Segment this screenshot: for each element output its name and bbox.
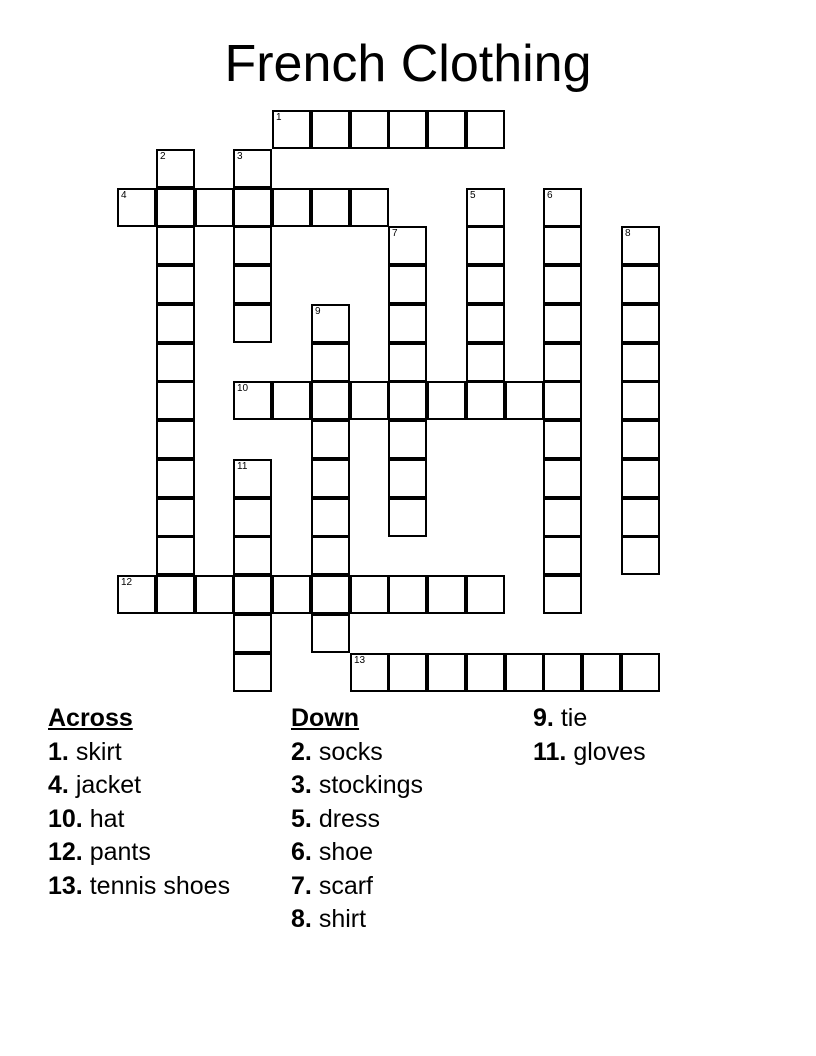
grid-cell[interactable] — [350, 381, 389, 420]
grid-cell[interactable] — [543, 459, 582, 498]
grid-cell[interactable] — [233, 226, 272, 265]
grid-cell[interactable] — [311, 381, 350, 420]
grid-cell[interactable] — [311, 459, 350, 498]
down-clue-list-continued — [533, 702, 646, 769]
clue-item-text: tennis shoes — [89, 871, 231, 900]
grid-cell[interactable] — [233, 536, 272, 575]
grid-cell[interactable] — [311, 614, 350, 653]
down-clue-list — [291, 736, 423, 937]
grid-cell[interactable] — [156, 575, 195, 614]
clue-number: 6 — [547, 190, 553, 201]
grid-cell[interactable] — [156, 420, 195, 459]
grid-cell[interactable] — [543, 498, 582, 537]
grid-cell[interactable] — [195, 188, 234, 227]
clue-item-number: 6. — [291, 838, 312, 866]
grid-cell[interactable] — [233, 459, 272, 498]
grid-cell[interactable] — [543, 653, 582, 692]
grid-cell[interactable] — [427, 653, 466, 692]
grid-cell[interactable] — [272, 110, 311, 149]
clue-item-text: scarf — [318, 871, 373, 900]
grid-cell[interactable] — [621, 343, 660, 382]
grid-cell[interactable] — [543, 381, 582, 420]
grid-cell[interactable] — [233, 381, 272, 420]
grid-cell[interactable] — [466, 110, 505, 149]
grid-cell[interactable] — [543, 575, 582, 614]
grid-cell[interactable] — [311, 536, 350, 575]
grid-cell[interactable] — [621, 265, 660, 304]
clue-item-text: jacket — [75, 771, 142, 799]
down-heading: Down — [291, 704, 360, 732]
grid-cell[interactable] — [621, 381, 660, 420]
grid-cell[interactable] — [621, 653, 660, 692]
clue-item — [48, 870, 230, 904]
clue-item-text: gloves — [573, 737, 646, 766]
grid-cell[interactable] — [156, 459, 195, 498]
grid-cell[interactable] — [272, 188, 311, 227]
clue-item-text: skirt — [75, 737, 122, 766]
grid-cell[interactable] — [311, 110, 350, 149]
clue-item-number: 5. — [291, 804, 312, 833]
grid-cell[interactable] — [117, 188, 156, 227]
grid-cell[interactable] — [466, 226, 505, 265]
clue-item-number: 9. — [533, 704, 554, 732]
grid-cell[interactable] — [621, 498, 660, 537]
clue-item — [48, 836, 230, 870]
grid-cell[interactable] — [388, 498, 427, 537]
grid-cell[interactable] — [156, 188, 195, 227]
grid-cell[interactable] — [156, 536, 195, 575]
grid-cell[interactable] — [233, 614, 272, 653]
grid-cell[interactable] — [350, 653, 389, 692]
grid-cell[interactable] — [388, 265, 427, 304]
grid-cell[interactable] — [466, 653, 505, 692]
clue-item — [48, 736, 230, 770]
clue-item — [291, 903, 423, 937]
down-clues-continued-column — [533, 702, 646, 769]
grid-cell[interactable] — [505, 381, 544, 420]
clue-item-text: shoe — [318, 838, 374, 866]
clue-item-text: dress — [318, 804, 380, 833]
clue-item-text: tie — [560, 704, 588, 732]
clue-item — [48, 803, 230, 837]
clue-item-number: 8. — [291, 905, 312, 933]
grid-cell[interactable] — [427, 381, 466, 420]
grid-cell[interactable] — [582, 653, 621, 692]
grid-cell[interactable] — [388, 343, 427, 382]
grid-cell[interactable] — [233, 304, 272, 343]
grid-cell[interactable] — [350, 575, 389, 614]
clue-number: 9 — [315, 306, 321, 317]
grid-cell[interactable] — [466, 304, 505, 343]
clue-item — [291, 870, 423, 904]
across-clues-column — [48, 702, 230, 903]
grid-cell[interactable] — [621, 304, 660, 343]
grid-cell[interactable] — [233, 265, 272, 304]
clue-item-number: 12. — [48, 838, 83, 866]
clue-item-number: 7. — [291, 871, 312, 900]
clue-number: 2 — [160, 151, 166, 162]
clue-item-number: 4. — [48, 771, 69, 799]
clue-number: 10 — [237, 383, 249, 394]
grid-cell[interactable] — [350, 110, 389, 149]
clue-item-number: 10. — [48, 804, 83, 833]
grid-cell[interactable] — [233, 498, 272, 537]
grid-cell[interactable] — [156, 498, 195, 537]
grid-cell[interactable] — [466, 381, 505, 420]
grid-cell[interactable] — [311, 304, 350, 343]
clue-number: 5 — [470, 190, 476, 201]
grid-cell[interactable] — [195, 575, 234, 614]
grid-cell[interactable] — [311, 575, 350, 614]
clue-item — [291, 769, 423, 803]
clue-number: 1 — [276, 112, 282, 123]
grid-cell[interactable] — [466, 188, 505, 227]
grid-cell[interactable] — [388, 575, 427, 614]
grid-cell[interactable] — [505, 653, 544, 692]
grid-cell[interactable] — [543, 226, 582, 265]
clue-item-text: pants — [89, 838, 151, 866]
grid-cell[interactable] — [388, 110, 427, 149]
grid-cell[interactable] — [388, 226, 427, 265]
grid-cell[interactable] — [350, 188, 389, 227]
grid-cell[interactable] — [621, 420, 660, 459]
clue-item — [291, 736, 423, 770]
clue-item-number: 11. — [533, 737, 567, 766]
clue-number: 4 — [121, 190, 127, 201]
grid-cell[interactable] — [543, 420, 582, 459]
grid-cell[interactable] — [427, 575, 466, 614]
grid-cell[interactable] — [272, 381, 311, 420]
clue-number: 8 — [625, 228, 631, 239]
grid-cell[interactable] — [311, 188, 350, 227]
grid-cell[interactable] — [388, 381, 427, 420]
grid-cell[interactable] — [156, 343, 195, 382]
grid-cell[interactable] — [621, 459, 660, 498]
grid-cell[interactable] — [388, 459, 427, 498]
grid-cell[interactable] — [272, 575, 311, 614]
clue-item-number: 3. — [291, 771, 312, 799]
grid-cell[interactable] — [543, 188, 582, 227]
clue-item — [291, 836, 423, 870]
grid-cell[interactable] — [466, 265, 505, 304]
grid-cell[interactable] — [427, 110, 466, 149]
clue-item — [533, 702, 646, 736]
clue-number: 7 — [392, 228, 398, 239]
grid-cell[interactable] — [233, 149, 272, 188]
grid-cell[interactable] — [233, 575, 272, 614]
grid-cell[interactable] — [543, 343, 582, 382]
across-heading: Across — [48, 704, 133, 732]
clue-item — [533, 736, 646, 770]
grid-cell[interactable] — [543, 265, 582, 304]
clue-number: 11 — [237, 461, 248, 472]
grid-cell[interactable] — [621, 536, 660, 575]
clue-item-text: hat — [89, 804, 125, 833]
grid-cell[interactable] — [233, 653, 272, 692]
clue-item-text: shirt — [318, 905, 367, 933]
clue-item-number: 1. — [48, 737, 69, 766]
clue-item — [48, 769, 230, 803]
grid-cell[interactable] — [117, 575, 156, 614]
grid-cell[interactable] — [466, 575, 505, 614]
page-title: French Clothing — [224, 35, 592, 93]
grid-cell[interactable] — [388, 653, 427, 692]
grid-cell[interactable] — [543, 304, 582, 343]
down-clues-column — [291, 702, 423, 937]
clue-item — [291, 803, 423, 837]
grid-cell[interactable] — [311, 343, 350, 382]
grid-cell[interactable] — [156, 304, 195, 343]
grid-cell[interactable] — [388, 420, 427, 459]
clue-number: 12 — [121, 577, 133, 588]
grid-cell[interactable] — [233, 188, 272, 227]
grid-cell[interactable] — [311, 498, 350, 537]
clue-number: 3 — [237, 151, 243, 162]
clue-item-text: stockings — [318, 771, 424, 799]
grid-cell[interactable] — [311, 420, 350, 459]
across-clue-list — [48, 736, 230, 904]
grid-cell[interactable] — [156, 226, 195, 265]
grid-cell[interactable] — [543, 536, 582, 575]
clue-item-number: 2. — [291, 737, 312, 766]
grid-cell[interactable] — [156, 381, 195, 420]
grid-cell[interactable] — [156, 265, 195, 304]
clue-item-text: socks — [318, 737, 383, 766]
grid-cell[interactable] — [621, 226, 660, 265]
grid-cell[interactable] — [466, 343, 505, 382]
clue-item-number: 13. — [48, 871, 83, 900]
grid-cell[interactable] — [156, 149, 195, 188]
clue-number: 13 — [354, 655, 366, 666]
grid-cell[interactable] — [388, 304, 427, 343]
